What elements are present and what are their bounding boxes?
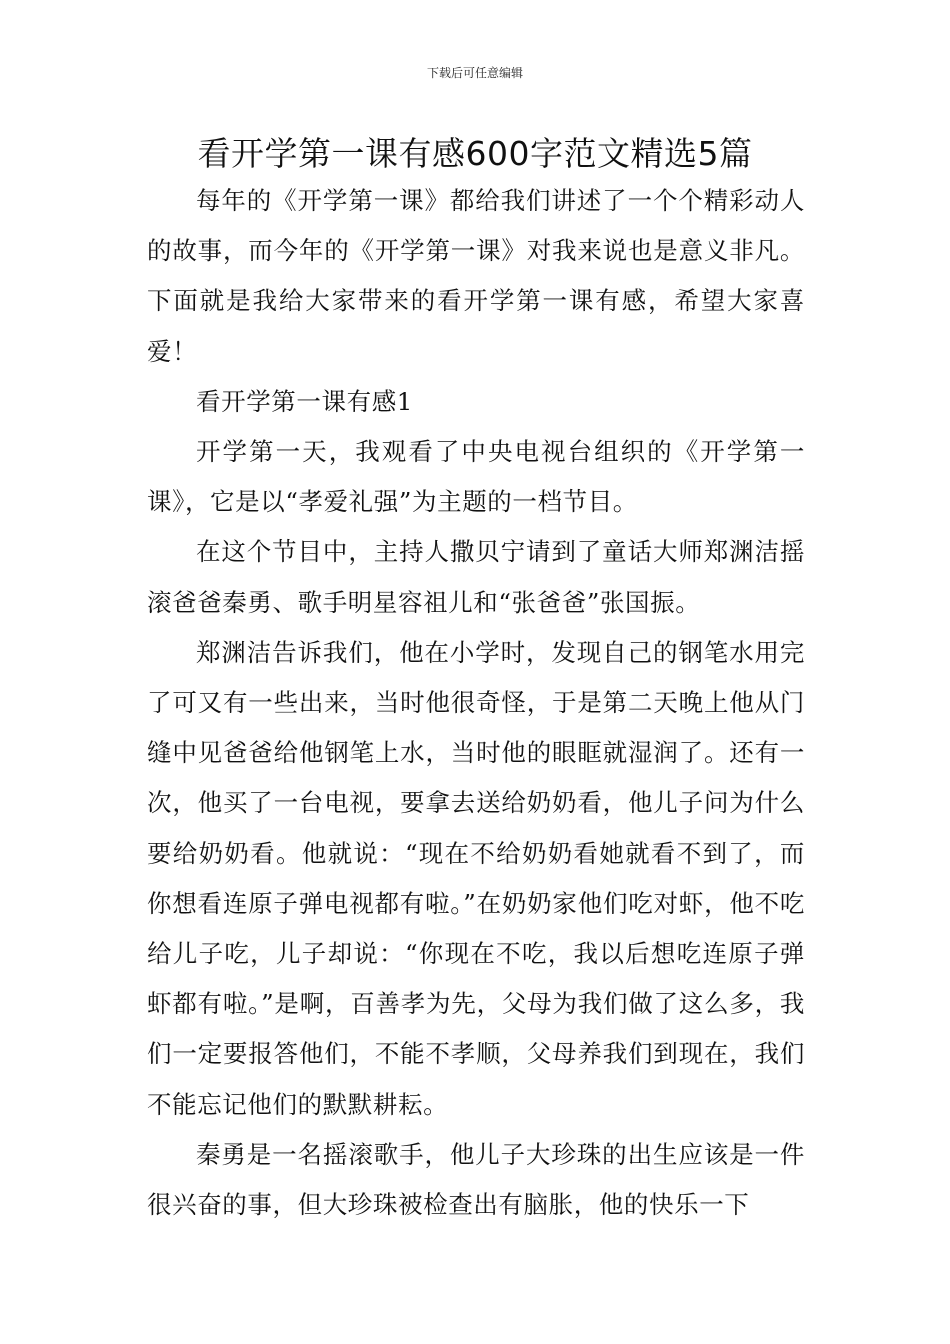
paragraph: 郑渊洁告诉我们，他在小学时，发现自己的钢笔水用完了可又有一些出来，当时他很奇怪，于是第二天晚上他从门缝中见爸爸给他钢笔上水，当时他的眼眶就湿润了。还有一次，他买了一台电视，要拿去送给奶奶看，他儿子问为什么要给奶奶看。他就说：“现在不给奶奶看她就看不到了，而你想看连原子弹电视都有啦。”在奶奶家他们吃对虾，他不吃给儿子吃，儿子却说：“你现在不吃，我以后想吃连原子弹虾都有啦。”是啊，百善孝为先，父母为我们做了这么多，我们一定要报答他们，不能不孝顺，父母养我们到现在，我们不能忘记他们的默默耕耘。 bbox=[147, 637, 805, 1119]
paragraph: 在这个节目中，主持人撒贝宁请到了童话大师郑渊洁摇滚爸爸秦勇、歌手明星容祖儿和“张爸爸”张国振。 bbox=[147, 537, 805, 617]
document-body bbox=[147, 176, 805, 1230]
paragraph: 秦勇是一名摇滚歌手，他儿子大珍珠的出生应该是一件很兴奋的事，但大珍珠被检查出有脑胀，他的快乐一下 bbox=[147, 1139, 805, 1220]
section-heading: 看开学第一课有感1 bbox=[196, 386, 413, 416]
paragraph: 开学第一天，我观看了中央电视台组织的《开学第一课》，它是以“孝爱礼强”为主题的一档节目。 bbox=[147, 437, 805, 517]
document-title: 看开学第一课有感600字范文精选5篇 bbox=[197, 134, 753, 173]
paragraph-intro: 每年的《开学第一课》都给我们讲述了一个个精彩动人的故事，而今年的《开学第一课》对我来说也是意义非凡。下面就是我给大家带来的看开学第一课有感，希望大家喜爱！ bbox=[147, 186, 805, 366]
header-note: 下载后可任意编辑 bbox=[426, 66, 523, 80]
